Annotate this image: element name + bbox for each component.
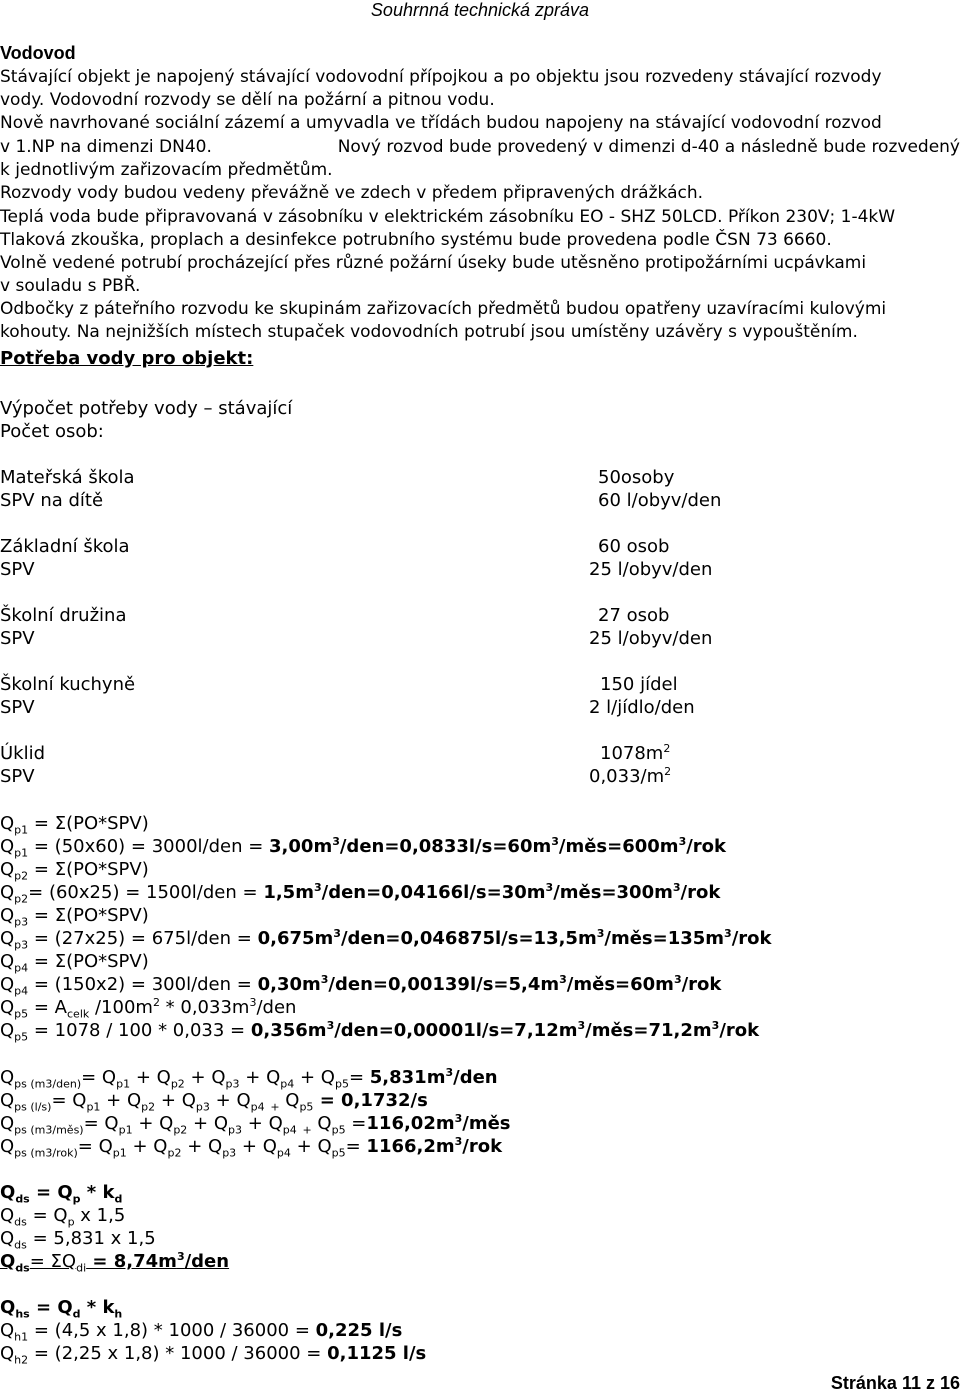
text: = Σ(PO*SPV) xyxy=(33,813,149,834)
text: p5 xyxy=(331,1123,346,1137)
text: Q xyxy=(0,1090,15,1111)
text: 0,30m xyxy=(257,974,321,995)
text: p3 xyxy=(195,1100,210,1114)
text: p2 xyxy=(141,1100,156,1114)
formula-line xyxy=(0,813,149,835)
paragraph-line xyxy=(0,252,866,274)
paragraph-line xyxy=(0,275,140,297)
text: = 0,1732/s xyxy=(313,1090,428,1111)
row-label: SPV xyxy=(0,628,35,649)
paragraph-line xyxy=(0,136,960,158)
text: 3 xyxy=(678,835,687,848)
text: 3 xyxy=(711,1019,720,1032)
text: = (150x2) = 300l/den = xyxy=(28,974,258,995)
text: Q xyxy=(0,1182,16,1203)
text: /měs=135m xyxy=(604,928,725,949)
text: Q xyxy=(72,1090,87,1111)
text: 0,675m xyxy=(257,928,334,949)
text: = Q xyxy=(29,1297,73,1318)
text: p5 xyxy=(14,1007,29,1021)
text: /měs=71,2m xyxy=(585,1020,712,1041)
text: = xyxy=(81,1067,102,1088)
text: /rok xyxy=(680,882,721,903)
text: 3,00m xyxy=(269,836,333,857)
text: v souladu s PBŘ. xyxy=(0,276,141,296)
formula-line xyxy=(0,1067,498,1089)
text: 2 xyxy=(663,742,671,755)
text: 3 xyxy=(445,1066,454,1079)
text: p2 xyxy=(167,1146,182,1160)
text: 3 xyxy=(333,927,341,940)
need-title: Potřeba vody pro objekt: xyxy=(0,348,254,369)
text: /měs=300m xyxy=(553,882,673,903)
text: /rok xyxy=(731,928,772,949)
text: Q xyxy=(0,836,15,857)
text: di xyxy=(76,1261,87,1275)
text: ps (m3/rok) xyxy=(14,1146,78,1160)
paragraph-line xyxy=(0,206,895,228)
text: 3 xyxy=(673,973,682,986)
text: p3 xyxy=(14,915,29,929)
text: 3 xyxy=(577,1019,586,1032)
row-label: SPV na dítě xyxy=(0,490,104,511)
paragraph-line xyxy=(0,112,882,134)
text: p5 xyxy=(334,1077,349,1091)
row-value: 27 osob xyxy=(598,605,670,626)
text: 3 xyxy=(596,927,605,940)
text: 3 xyxy=(454,1112,463,1125)
text: + xyxy=(296,1136,312,1157)
text: ds xyxy=(14,1215,27,1229)
formula-line xyxy=(0,1090,428,1112)
text: + xyxy=(106,1090,122,1111)
text: Příkon 230V; 1-4kW xyxy=(727,207,896,227)
text: p4 xyxy=(276,1146,291,1160)
text: 1,5m xyxy=(263,882,314,903)
text: Q xyxy=(101,1067,117,1088)
formula-line xyxy=(0,974,721,996)
calc-title: Výpočet potřeby vody – stávající xyxy=(0,398,293,419)
text: p4 xyxy=(14,961,29,975)
text: = Σ(PO*SPV) xyxy=(33,905,149,926)
text: /den xyxy=(256,997,297,1018)
text: Q xyxy=(213,1113,229,1134)
text: k jednotlivým zařizovacím předmětům. xyxy=(0,160,333,180)
text: = (60x25) = 1500l/den = xyxy=(28,882,264,903)
text: h1 xyxy=(14,1330,29,1344)
text: p xyxy=(67,1215,75,1229)
text: * 0,033m xyxy=(159,997,250,1018)
text: * k xyxy=(80,1182,115,1203)
paragraph-line xyxy=(0,66,882,88)
row-value: 150 jídel xyxy=(600,674,678,695)
text: Q xyxy=(0,1228,15,1249)
text: Q xyxy=(0,1113,15,1134)
text: p1 xyxy=(86,1100,101,1114)
text: 0,1125 l/s xyxy=(327,1343,427,1364)
text: /měs=60m xyxy=(566,974,674,995)
text: 1166,2m xyxy=(366,1136,455,1157)
formula-line xyxy=(0,1136,502,1158)
text: Q xyxy=(0,1205,15,1226)
text: = Q xyxy=(29,1182,73,1203)
text: Teplá voda bude připravovaná v zásobníku v elektrickém zásobníku EO - SHZ 50LCD. xyxy=(0,207,723,227)
text: ds xyxy=(15,1261,30,1275)
text: 0,225 l/s xyxy=(315,1320,403,1341)
text: /den=0,0833l/s=60m xyxy=(339,836,552,857)
text: = xyxy=(83,1113,105,1134)
text: Q xyxy=(127,1090,142,1111)
text: ps (m3/měs) xyxy=(14,1123,84,1137)
text: + xyxy=(302,1123,312,1137)
text: + xyxy=(270,1100,280,1114)
formula-line xyxy=(0,882,720,904)
text: /rok xyxy=(681,974,722,995)
text: Q xyxy=(0,1343,15,1364)
paragraph-line xyxy=(0,229,832,251)
text: Q xyxy=(0,928,15,949)
text: 3 xyxy=(176,1250,185,1263)
text: + xyxy=(132,1136,148,1157)
row-value: 2 l/jídlo/den xyxy=(589,697,695,718)
row-value: 25 l/obyv/den xyxy=(589,559,713,580)
text: 1078m xyxy=(600,743,664,764)
text: = Σ(PO*SPV) xyxy=(33,951,149,972)
formula-line xyxy=(0,1343,426,1365)
text: /měs=600m xyxy=(558,836,679,857)
text: + xyxy=(160,1090,176,1111)
text: p3 xyxy=(14,938,29,952)
text: Stávající objekt je napojený stávající vodovodní přípojkou a po objektu jsou rozvedeny stávající rozvody xyxy=(0,67,882,87)
text: Q xyxy=(0,1297,16,1318)
text: /den=0,00139l/s=5,4m xyxy=(328,974,560,995)
text: Q xyxy=(181,1090,196,1111)
text: 3 xyxy=(326,1019,335,1032)
text: Q xyxy=(317,1136,332,1157)
text: p4 xyxy=(250,1100,265,1114)
text: p3 xyxy=(222,1146,237,1160)
text: Q xyxy=(320,1067,335,1088)
formula-line xyxy=(0,1020,759,1042)
text: Q xyxy=(0,1251,16,1272)
text: 0,356m xyxy=(250,1020,327,1041)
text: p1 xyxy=(116,1077,131,1091)
row-value xyxy=(589,766,671,788)
text: ps (m3/den) xyxy=(14,1077,82,1091)
text: Q xyxy=(153,1136,168,1157)
text: /den xyxy=(184,1251,230,1272)
text: p4 xyxy=(14,984,29,998)
text: Q xyxy=(104,1113,119,1134)
text: Odbočky z páteřního rozvodu ke skupinám zařizovacích předmětů budou opatřeny uzavíracími kulovými xyxy=(0,299,887,319)
text: = (50x60) = 3000l/den = xyxy=(28,836,270,857)
text: 0,033/m xyxy=(589,766,665,787)
text: celk xyxy=(67,1007,90,1021)
text: = ΣQ xyxy=(29,1251,77,1272)
row-value: 25 l/obyv/den xyxy=(589,628,713,649)
text: = xyxy=(345,1113,367,1134)
text: Q xyxy=(0,1320,15,1341)
text: = Σ(PO*SPV) xyxy=(33,859,149,880)
text: 116,02m xyxy=(366,1113,455,1134)
text: p2 xyxy=(170,1077,185,1091)
paragraph-line xyxy=(0,182,703,204)
text: Na nejnižších místech stupaček vodovodních potrubí jsou umístěny uzávěry s vypouštěním. xyxy=(76,322,858,342)
text: = 5,831 x 1,5 xyxy=(26,1228,156,1249)
formula-line xyxy=(0,1320,402,1342)
text: = (4,5 x 1,8) * 1000 / 36000 = xyxy=(28,1320,316,1341)
text: = xyxy=(345,1136,367,1157)
formula-line xyxy=(0,1205,125,1227)
text: Q xyxy=(317,1113,332,1134)
text: Q xyxy=(211,1067,226,1088)
text: + xyxy=(138,1113,154,1134)
text: Q xyxy=(0,1067,15,1088)
persons-label: Počet osob: xyxy=(0,421,104,442)
row-value: 50osoby xyxy=(598,467,675,488)
text: d xyxy=(72,1307,81,1321)
text: Q xyxy=(0,951,15,972)
text: Q xyxy=(268,1113,283,1134)
text: p3 xyxy=(225,1077,240,1091)
text: /rok xyxy=(462,1136,503,1157)
row-label: Školní kuchyně xyxy=(0,674,136,695)
text: = A xyxy=(28,997,67,1018)
formula-line xyxy=(0,997,296,1019)
text: 2 xyxy=(664,765,672,778)
text: hs xyxy=(15,1307,30,1321)
text: p4 xyxy=(280,1077,295,1091)
text: p2 xyxy=(14,869,29,883)
text: Tlaková zkouška, proplach a desinfekce potrubního systému bude provedena podle ČSN 73 6660. xyxy=(0,230,832,250)
text: p5 xyxy=(331,1146,346,1160)
text: Q xyxy=(159,1113,174,1134)
text: = 8,74m xyxy=(86,1251,177,1272)
text: = xyxy=(77,1136,99,1157)
text: v 1.NP na dimenzi DN40. xyxy=(0,137,212,157)
text: Q xyxy=(285,1090,300,1111)
text: + xyxy=(187,1136,203,1157)
text: Volně vedené potrubí procházející přes různé požární úseky bude utěsněno protipožárními ucpávkami xyxy=(0,253,867,273)
text: = xyxy=(51,1090,73,1111)
row-label: SPV xyxy=(0,766,35,787)
text: h2 xyxy=(14,1353,29,1367)
formula-line xyxy=(0,859,149,881)
text: d xyxy=(114,1192,123,1206)
text: p xyxy=(72,1192,81,1206)
formula-line xyxy=(0,928,772,950)
text: /měs xyxy=(462,1113,511,1134)
text: Q xyxy=(98,1136,113,1157)
text: Q xyxy=(0,997,15,1018)
text: p5 xyxy=(299,1100,314,1114)
row-label: Úklid xyxy=(0,743,46,764)
text: ds xyxy=(14,1238,27,1252)
formula-line xyxy=(0,1113,511,1135)
text: p3 xyxy=(228,1123,243,1137)
formula-line xyxy=(0,905,149,927)
text: vody. Vodovodní rozvody se dělí na požární a pitnou vodu. xyxy=(0,90,495,110)
text: Q xyxy=(208,1136,223,1157)
text: /den=0,046875l/s=13,5m xyxy=(340,928,597,949)
formula-line xyxy=(0,836,726,858)
text: Q xyxy=(0,974,15,995)
text: x 1,5 xyxy=(74,1205,126,1226)
row-label: SPV xyxy=(0,697,35,718)
text: Rozvody vody budou vedeny převážně ve zdech v předem připravených drážkách. xyxy=(0,183,704,203)
text: Q xyxy=(0,813,15,834)
text: ps (l/s) xyxy=(14,1100,52,1114)
text: p4 xyxy=(282,1123,297,1137)
page-header: Souhrnná technická zpráva xyxy=(370,0,590,20)
row-label: SPV xyxy=(0,559,35,580)
text: /den=0,04166l/s=30m xyxy=(321,882,546,903)
text: Q xyxy=(262,1136,277,1157)
text: + xyxy=(245,1067,261,1088)
text: Q xyxy=(0,1020,15,1041)
paragraph-line xyxy=(0,298,886,320)
text: kohouty. xyxy=(0,322,72,342)
text: 3 xyxy=(320,973,329,986)
text: 3 xyxy=(332,835,340,848)
text: /100m xyxy=(89,997,153,1018)
text: Nově navrhované sociální zázemí a umyvadla ve třídách budou napojeny na stávající vodovodní rozvod xyxy=(0,113,882,133)
section-title: Vodovod xyxy=(0,43,76,63)
text: p1 xyxy=(14,823,29,837)
page-number: Stránka 11 z 16 xyxy=(830,1373,960,1393)
text: 5,831m xyxy=(369,1067,446,1088)
text: = xyxy=(348,1067,370,1088)
text: + xyxy=(247,1113,263,1134)
paragraph-line xyxy=(0,159,333,181)
text: /rok xyxy=(719,1020,760,1041)
text: 3 xyxy=(672,881,681,894)
text: + xyxy=(190,1067,206,1088)
text: 3 xyxy=(559,973,567,986)
text: Q xyxy=(0,905,15,926)
text: Nový rozvod bude provedený v dimenzi d-40 a následně bude rozvedený xyxy=(337,137,960,157)
row-label: Školní družina xyxy=(0,605,127,626)
paragraph-line xyxy=(0,89,495,111)
text: = Q xyxy=(26,1205,68,1226)
text: 3 xyxy=(313,881,322,894)
text: p2 xyxy=(14,892,29,906)
text: = (27x25) = 675l/den = xyxy=(28,928,258,949)
formula-line xyxy=(0,1297,122,1319)
formula-line xyxy=(0,1251,229,1273)
text: + xyxy=(299,1067,316,1088)
text: p5 xyxy=(14,1030,29,1044)
text: 3 xyxy=(454,1135,463,1148)
row-value: 60 osob xyxy=(598,536,670,557)
row-value: 60 l/obyv/den xyxy=(598,490,722,511)
text: Q xyxy=(266,1067,281,1088)
text: Q xyxy=(236,1090,251,1111)
text: p1 xyxy=(112,1146,127,1160)
text: /den xyxy=(453,1067,498,1088)
formula-line xyxy=(0,951,149,973)
formula-line xyxy=(0,1182,122,1204)
text: + xyxy=(241,1136,257,1157)
text: 3 xyxy=(249,996,257,1009)
text: /rok xyxy=(686,836,727,857)
text: = (2,25 x 1,8) * 1000 / 36000 = xyxy=(28,1343,328,1364)
text: Q xyxy=(156,1067,171,1088)
text: 3 xyxy=(724,927,732,940)
paragraph-line xyxy=(0,321,858,343)
text: + xyxy=(193,1113,209,1134)
text: p2 xyxy=(173,1123,188,1137)
row-label: Základní škola xyxy=(0,536,130,557)
text: 3 xyxy=(545,881,554,894)
text: + xyxy=(135,1067,151,1088)
text: /den=0,00001l/s=7,12m xyxy=(334,1020,578,1041)
text: Q xyxy=(0,1136,15,1157)
text: Q xyxy=(0,882,15,903)
text: + xyxy=(215,1090,231,1111)
formula-line xyxy=(0,1228,156,1250)
text: 2 xyxy=(152,996,160,1009)
text: * k xyxy=(80,1297,115,1318)
row-value xyxy=(600,743,670,765)
text: Q xyxy=(0,859,15,880)
text: = 1078 / 100 * 0,033 = xyxy=(28,1020,251,1041)
row-label: Mateřská škola xyxy=(0,467,135,488)
text: 3 xyxy=(551,835,559,848)
text: h xyxy=(114,1307,123,1321)
text: p1 xyxy=(14,846,29,860)
text: ds xyxy=(15,1192,30,1206)
text: p1 xyxy=(118,1123,133,1137)
